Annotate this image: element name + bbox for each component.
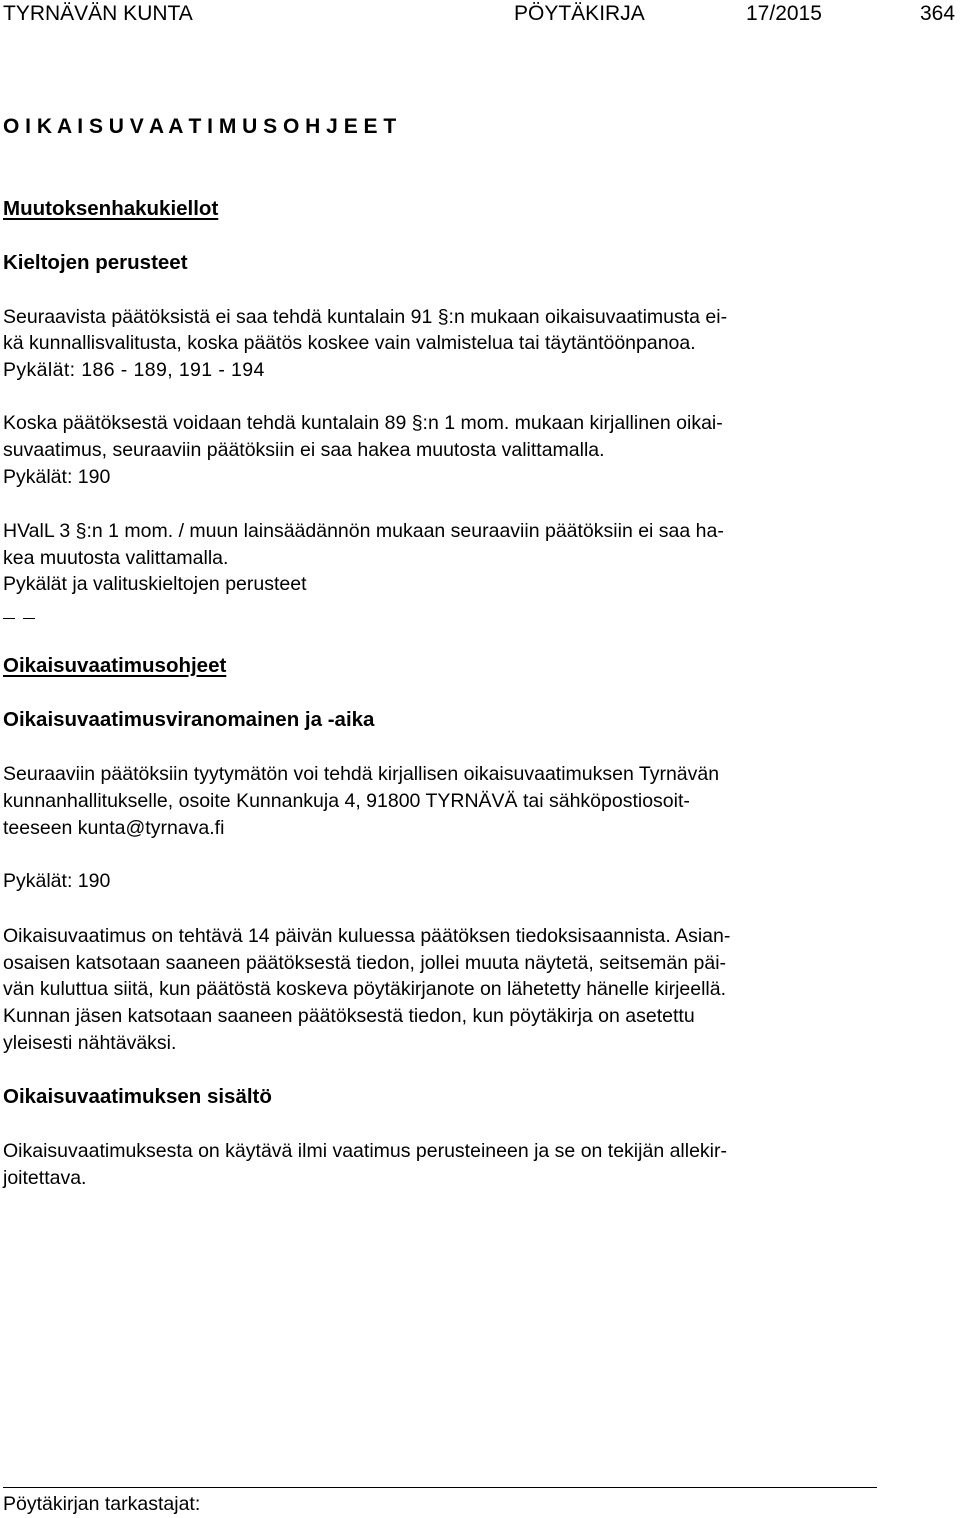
paragraph-line: Oikaisuvaatimuksesta on käytävä ilmi vaatimus perusteineen ja se on tekijän allekir-: [3, 1140, 728, 1162]
paragraph-line: Koska päätöksestä voidaan tehdä kuntalain 89 §:n 1 mom. mukaan kirjallinen oikai-: [3, 412, 723, 434]
paragraph-line: joitettava.: [3, 1167, 87, 1189]
paragraph-line: HValL 3 §:n 1 mom. / muun lainsäädännön mukaan seuraaviin päätöksiin ei saa ha-: [3, 520, 724, 542]
header-doc-type: PÖYTÄKIRJA: [514, 2, 645, 25]
placeholder-dashes: [3, 612, 43, 624]
section-heading-rectification: Oikaisuvaatimusohjeet: [3, 654, 227, 677]
paragraph-line: kunnanhallitukselle, osoite Kunnankuja 4, 91800 TYRNÄVÄ tai sähköpostiosoit-: [3, 790, 690, 812]
paragraph-line: Oikaisuvaatimus on tehtävä 14 päivän kuluessa päätöksen tiedoksisaannista. Asian-: [3, 925, 731, 947]
paragraph-line: Kunnan jäsen katsotaan saaneen päätöksestä tiedon, kun pöytäkirja on asetettu: [3, 1005, 695, 1027]
signature-label: Pöytäkirjan tarkastajat:: [3, 1493, 201, 1515]
section-heading-restrictions: Muutoksenhakukiellot: [3, 197, 219, 220]
paragraph-line: osaisen katsotaan saaneen päätöksestä tiedon, jollei muuta näytetä, seitsemän päi-: [3, 952, 727, 974]
paragraph-line: Pykälät: 190: [3, 870, 111, 892]
paragraph-line: Pykälät: 186 - 189, 191 - 194: [3, 359, 265, 381]
paragraph-line: teeseen kunta@tyrnava.fi: [3, 817, 225, 839]
page-title: O I K A I S U V A A T I M U S O H J E E T: [3, 115, 397, 138]
paragraph-line: suvaatimus, seuraaviin päätöksiin ei saa hakea muutosta valittamalla.: [3, 439, 605, 461]
paragraph-line: Seuraaviin päätöksiin tyytymätön voi tehdä kirjallisen oikaisuvaatimuksen Tyrnävän: [3, 763, 720, 785]
subheading-grounds: Kieltojen perusteet: [3, 251, 188, 274]
paragraph-line: kä kunnallisvalitusta, koska päätös koskee vain valmistelua tai täytäntöönpanoa.: [3, 332, 696, 354]
paragraph-line: Seuraavista päätöksistä ei saa tehdä kuntalain 91 §:n mukaan oikaisuvaatimusta ei-: [3, 306, 728, 328]
paragraph-line: yleisesti nähtäväksi.: [3, 1032, 177, 1054]
subheading-authority-and-time: Oikaisuvaatimusviranomainen ja -aika: [3, 708, 375, 731]
header-page-number: 364: [920, 2, 956, 25]
section-heading-content: Oikaisuvaatimuksen sisältö: [3, 1085, 272, 1108]
header-doc-number: 17/2015: [746, 2, 822, 25]
paragraph-line: vän kuluttua siitä, kun päätöstä koskeva pöytäkirjanote on lähetetty hänelle kirjeellä.: [3, 978, 727, 1000]
paragraph-line: Pykälät: 190: [3, 466, 111, 488]
signature-line: [3, 1487, 877, 1488]
paragraph-line: kea muutosta valittamalla.: [3, 547, 229, 569]
paragraph-line: Pykälät ja valituskieltojen perusteet: [3, 573, 307, 595]
header-org: TYRNÄVÄN KUNTA: [3, 2, 193, 25]
